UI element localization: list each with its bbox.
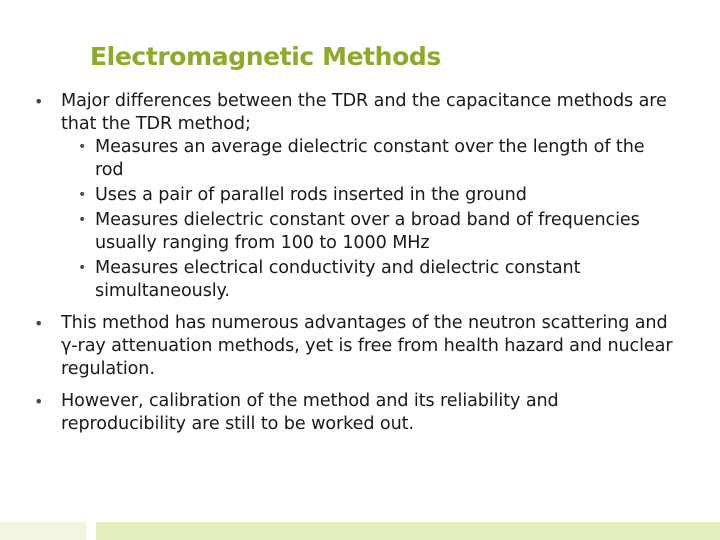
subbullet-text: Measures an average dielectric constant over the length of the rod [95, 137, 645, 180]
subbullet-marker: • [78, 187, 87, 203]
bullet-text: Major differences between the TDR and the capacitance methods are that the TDR method; [61, 91, 667, 134]
subbullet-4 [78, 257, 674, 303]
bullet-marker: • [34, 392, 44, 411]
subbullet-1 [78, 136, 674, 182]
subbullet-list [61, 136, 674, 303]
slide-title: Electromagnetic Methods [90, 42, 441, 71]
bullet-1 [34, 90, 674, 303]
subbullet-text: Measures electrical conductivity and dielectric constant simultaneously. [95, 258, 581, 301]
subbullet-marker: • [78, 212, 87, 228]
footer-bar-left [0, 522, 86, 540]
bullet-text: This method has numerous advantages of the neutron scattering and γ-ray attenuation methods, yet is free from health hazard and nuclear regulation. [61, 313, 673, 379]
bullet-text: However, calibration of the method and its reliability and reproducibility are still to be worked out. [61, 391, 559, 434]
subbullet-2 [78, 184, 674, 207]
bullet-2 [34, 312, 674, 381]
subbullet-text: Measures dielectric constant over a broad band of frequencies usually ranging from 100 to 1000 MHz [95, 210, 640, 253]
slide-content [34, 90, 674, 445]
bullet-marker: • [34, 92, 44, 111]
subbullet-text: Uses a pair of parallel rods inserted in the ground [95, 185, 527, 205]
subbullet-marker: • [78, 260, 87, 276]
subbullet-marker: • [78, 139, 87, 155]
subbullet-3 [78, 209, 674, 255]
bullet-3 [34, 390, 674, 436]
footer-bar-right [96, 522, 720, 540]
bullet-marker: • [34, 314, 44, 333]
